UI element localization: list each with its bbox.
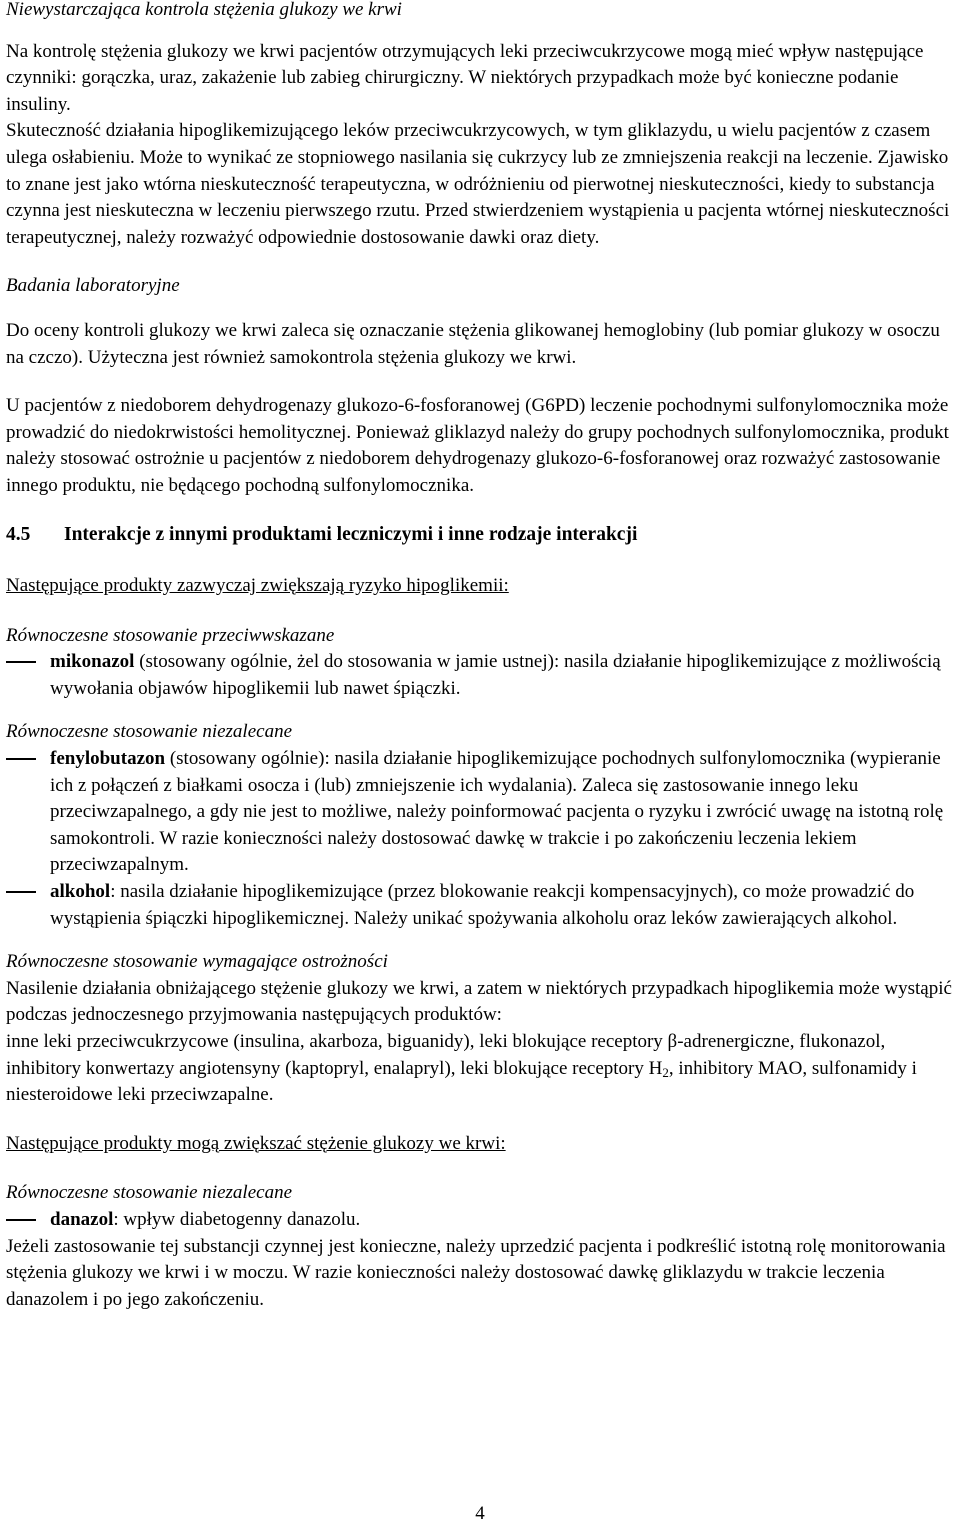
- document-page: [6, 0, 954, 1313]
- drug-description: : nasila działanie hipoglikemizujące (przez blokowanie reakcji kompensacyjnych), co może prowadzić do wystąpienia śpiączki hipoglikemicznej. Należy unikać spożywania alkoholu oraz leków zawierających alkohol.: [50, 881, 915, 929]
- drug-name: fenylobutazon: [50, 748, 166, 770]
- list-item-alkohol: [6, 879, 954, 932]
- paragraph-glucose-factors: Na kontrolę stężenia glukozy we krwi pacjentów otrzymujących leki przeciwcukrzycowe mogą mieć wpływ następujące czynniki: gorączka, uraz, zakażenie lub zabieg chirurgiczny. W niektórych przypadkach może być konieczne podanie insuliny.: [6, 40, 924, 115]
- dash-bullet: [6, 758, 36, 760]
- section-title-glucose-control: Niewystarczająca kontrola stężenia glukozy we krwi: [6, 0, 402, 20]
- list-item-mikonazol: [6, 649, 954, 702]
- drug-name: alkohol: [50, 881, 111, 903]
- drug-name: danazol: [50, 1208, 114, 1230]
- paragraph-g6pd: U pacjentów z niedoborem dehydrogenazy glukozo-6-fosforanowej (G6PD) leczenie pochodnymi sulfonylomocznika może prowadzić do niedokrwistości hemolitycznej. Ponieważ gliklazyd należy do grupy pochodnych sulfonylomocznika, produkt należy stosować ostrożnie u pacjentów z niedoborem dehydrogenazy glukozo-6-fosforanowej oraz rozważyć zastosowanie innego produktu, nie będącego pochodną sulfonylomocznika.: [6, 395, 949, 496]
- section-heading-4-5: [6, 522, 954, 549]
- list-item-danazol: [6, 1207, 954, 1234]
- drug-description: (stosowany ogólnie, żel do stosowania w jamie ustnej): nasila działanie hipoglikemizujące z możliwością wywołania objawów hipoglikemii lub nawet śpiączki.: [50, 651, 941, 699]
- label-not-recommended: Równoczesne stosowanie niezalecane: [6, 721, 293, 743]
- section-heading-text: Interakcje z innymi produktami leczniczymi i inne rodzaje interakcji: [64, 523, 638, 545]
- heading-increase-hypoglycemia-risk: Następujące produkty zazwyczaj zwiększają ryzyko hipoglikemii:: [6, 575, 509, 597]
- subscript-2: 2: [662, 1064, 669, 1080]
- label-caution: Równoczesne stosowanie wymagające ostrożności: [6, 951, 388, 973]
- label-contraindicated: Równoczesne stosowanie przeciwwskazane: [6, 624, 335, 646]
- section-title-lab-tests: Badania laboratoryjne: [6, 275, 180, 297]
- dash-bullet: [6, 1219, 36, 1221]
- paragraph-caution-drugs: [6, 1029, 954, 1109]
- label-not-recommended-2: Równoczesne stosowanie niezalecane: [6, 1182, 293, 1204]
- drug-description: (stosowany ogólnie): nasila działanie hipoglikemizujące pochodnych sulfonylomocznika (wypieranie ich z połączeń z białkami osocza i (lub) zmniejszenie ich wydalania). Zaleca się zastosowanie innego leku przeciwzapalnego, a gdy nie jest to możliwe, należy poinformować pacjenta o ryzyku i zwrócić uwagę na istotną rolę samokontroli. W razie konieczności należy dostosować dawkę w trakcie i po zakończeniu leczenia lekiem przeciwzapalnym.: [50, 748, 944, 876]
- heading-increase-glucose: Następujące produkty mogą zwiększać stężenie glukozy we krwi:: [6, 1132, 506, 1154]
- drug-description: : wpływ diabetogenny danazolu.: [113, 1208, 361, 1230]
- caution-drugs-text: inne leki przeciwcukrzycowe (insulina, akarboza, biguanidy), leki blokujące receptory β-adrenergiczne, flukonazol, inhibitory konwertazy angiotensyny (kaptopryl, enalapryl), leki blokujące receptory H: [6, 1031, 886, 1079]
- dash-bullet: [6, 661, 36, 663]
- page-number: 4: [475, 1503, 485, 1524]
- drug-name: mikonazol: [50, 651, 135, 673]
- dash-bullet: [6, 891, 36, 893]
- paragraph-danazol-note: Jeżeli zastosowanie tej substancji czynnej jest konieczne, należy uprzedzić pacjenta i podkreślić istotną rolę monitorowania stężenia glukozy we krwi i w moczu. W razie konieczności należy dostosować dawkę gliklazydu w trakcie leczenia danazolem i po jego zakończeniu.: [6, 1235, 946, 1310]
- paragraph-secondary-failure: Skuteczność działania hipoglikemizującego leków przeciwcukrzycowych, w tym gliklazydu, u wielu pacjentów z czasem ulega osłabieniu. Może to wynikać ze stopniowego nasilania się cukrzycy lub ze zmniejszenia reakcji na leczenie. Zjawisko to znane jest jako wtórna nieskuteczność terapeutyczna, w odróżnieniu od pierwotnej nieskuteczności, kiedy to substancja czynna jest nieskuteczna w leczeniu pierwszego rzutu. Przed stwierdzeniem wystąpienia u pacjenta wtórnej nieskuteczności terapeutycznej, należy rozważyć odpowiednie dostosowanie dawki oraz diety.: [6, 120, 950, 248]
- paragraph-caution-intro: Nasilenie działania obniżającego stężenie glukozy we krwi, a zatem w niektórych przypadkach hipoglikemia może wystąpić podczas jednoczesnego przyjmowania następujących produktów:: [6, 977, 952, 1026]
- paragraph-lab-tests: Do oceny kontroli glukozy we krwi zaleca się oznaczanie stężenia glikowanej hemoglobiny (lub pomiar glukozy w osoczu na czczo). Użyteczna jest również samokontrola stężenia glukozy we krwi.: [6, 319, 940, 368]
- list-item-fenylobutazon: [6, 746, 954, 879]
- caution-drugs-text-end: , inhibitory MAO, sulfonamidy i niesteroidowe leki przeciwzapalne.: [6, 1057, 917, 1106]
- section-number: 4.5: [6, 523, 31, 545]
